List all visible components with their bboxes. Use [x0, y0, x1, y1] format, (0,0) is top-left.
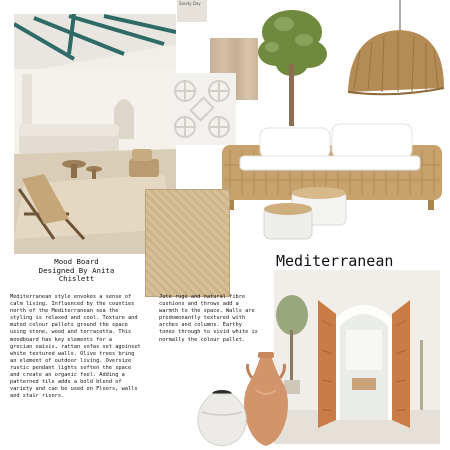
description-line: Jute rugs and natural fibre: [159, 294, 246, 300]
arch-doorway-photo: [274, 270, 440, 444]
description-line: normally the colour pallet.: [159, 336, 246, 343]
description-line: predomonantly textured with: [159, 315, 246, 322]
white-pot-image: [194, 386, 250, 448]
description-line: white textured walls. Olive trees bring: [10, 350, 135, 357]
description-line: using stone, wood and terracotta. This: [10, 329, 132, 336]
description-line: north of the Mediterranean sea the: [10, 308, 119, 315]
title-line-2: Designed By Anita: [38, 265, 115, 275]
style-heading: Mediterranean: [276, 252, 394, 270]
pendant-light-image: [340, 0, 448, 98]
description-line: variety and can be used on Floors, walls: [10, 386, 138, 393]
description-line: calm living. Influenced by the counties: [10, 301, 135, 308]
paint-swatch-label: Sandy Day: [179, 1, 201, 6]
description-line: Mediterranean style envokes a sense of: [10, 294, 132, 300]
paint-swatch: [177, 0, 207, 22]
description-line: rustic pendant lights soften the space: [10, 364, 132, 371]
side-tables-image: [262, 185, 352, 245]
description-line: and create an organic feel. Adding a: [10, 372, 125, 379]
title-line-3: Chislett: [58, 274, 95, 284]
olive-tree-image: [254, 2, 332, 126]
description-left: [10, 294, 150, 400]
description-line: muted colour pallets ground the space: [10, 322, 128, 329]
description-line: grecian oaisis, rattan sofas set agoinset: [10, 343, 141, 350]
jute-rug-swatch: [145, 189, 230, 297]
description-line: patterned tile adds a bold blend of: [10, 379, 122, 386]
description-line: styling is relaxed and cool. Texture and: [10, 315, 138, 322]
description-line: and stair risers.: [10, 393, 65, 400]
description-line: arches and columns. Earthy: [159, 322, 242, 329]
description-line: moodboard has key elements for a: [10, 336, 113, 343]
description-line: cushions and throws add a: [159, 301, 239, 308]
description-line: tones through to vivid white is: [159, 329, 258, 336]
mood-board-title: [14, 258, 139, 284]
description-line: an element of outdoor living. Oversize: [10, 357, 132, 364]
description-line: warmth to the space. Walls are: [159, 308, 255, 315]
title-line-1: Mood Board: [54, 257, 99, 266]
description-right: [159, 294, 274, 344]
